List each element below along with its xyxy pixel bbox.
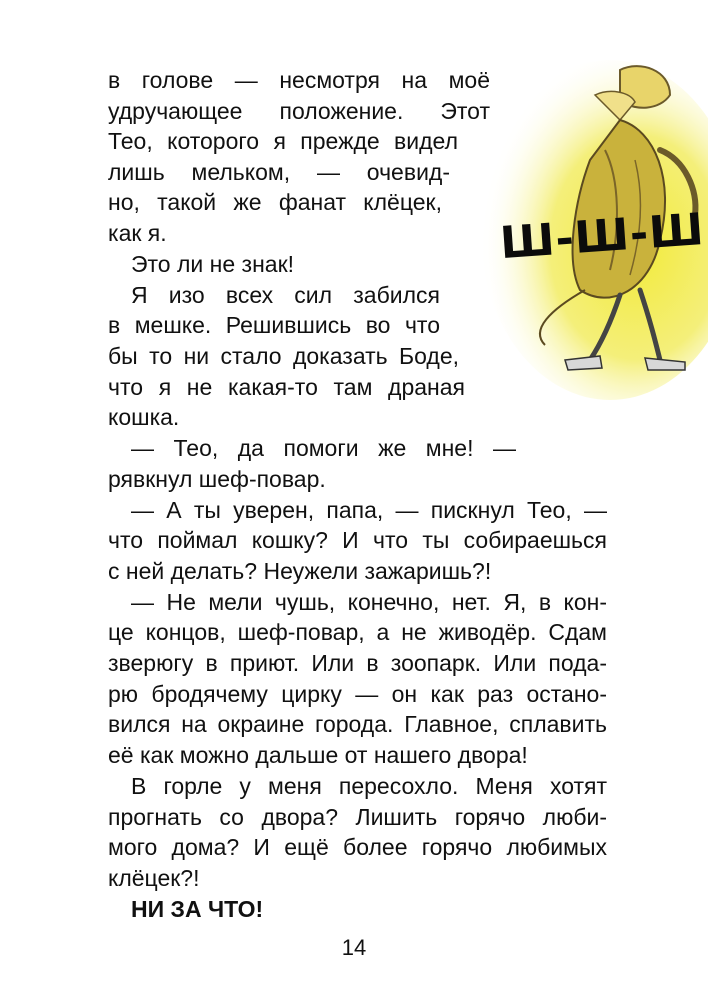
text-line: в мешке. Решившись во что [108, 312, 440, 338]
sound-effect-text: Ш-Ш-Ш [498, 203, 707, 270]
text-line: её как можно дальше от нашего двора! [108, 742, 528, 768]
text-line: прогнать со двора? Лишить горячо люби- [108, 804, 607, 830]
text-line: рю бродячему цирку — он как раз остано- [108, 681, 607, 707]
text-line: в голове — несмотря на моё [108, 67, 490, 93]
text-line: зверюгу в приют. Или в зоопарк. Или пода- [108, 650, 607, 676]
text-line: кошка. [108, 404, 180, 430]
text-line: с ней делать? Неужели зажаришь?! [108, 558, 492, 584]
text-line: лишь мельком, — очевид- [108, 159, 450, 185]
text-line: це концов, шеф-повар, а не живодёр. Сдам [108, 619, 607, 645]
text-line: удручающее положение. Этот [108, 98, 490, 124]
text-line: вился на окраине города. Главное, сплавить [108, 711, 607, 737]
text-line: как я. [108, 220, 167, 246]
text-line: мого дома? И ещё более горячо любимых [108, 834, 607, 860]
text-line: НИ ЗА ЧТО! [131, 896, 264, 922]
text-line: В горле у меня пересохло. Меня хотят [131, 773, 607, 799]
text-line: Это ли не знак! [131, 251, 295, 277]
page-number: 14 [341, 935, 367, 960]
text-line: клёцек?! [108, 865, 200, 891]
text-line: рявкнул шеф-повар. [108, 466, 326, 492]
text-line: Я изо всех сил забился [131, 282, 440, 308]
text-line: но, такой же фанат клёцек, [108, 189, 442, 215]
text-line: — Тео, да помоги же мне! — [131, 435, 516, 461]
text-line: — Не мели чушь, конечно, нет. Я, в кон- [131, 589, 607, 615]
text-line: Тео, которого я прежде видел [108, 128, 458, 154]
text-line: что поймал кошку? И что ты собираешься [108, 527, 607, 553]
text-line: что я не какая-то там драная [108, 374, 465, 400]
text-line: бы то ни стало доказать Боде, [108, 343, 459, 369]
text-line: — А ты уверен, папа, — пискнул Тео, — [131, 497, 607, 523]
